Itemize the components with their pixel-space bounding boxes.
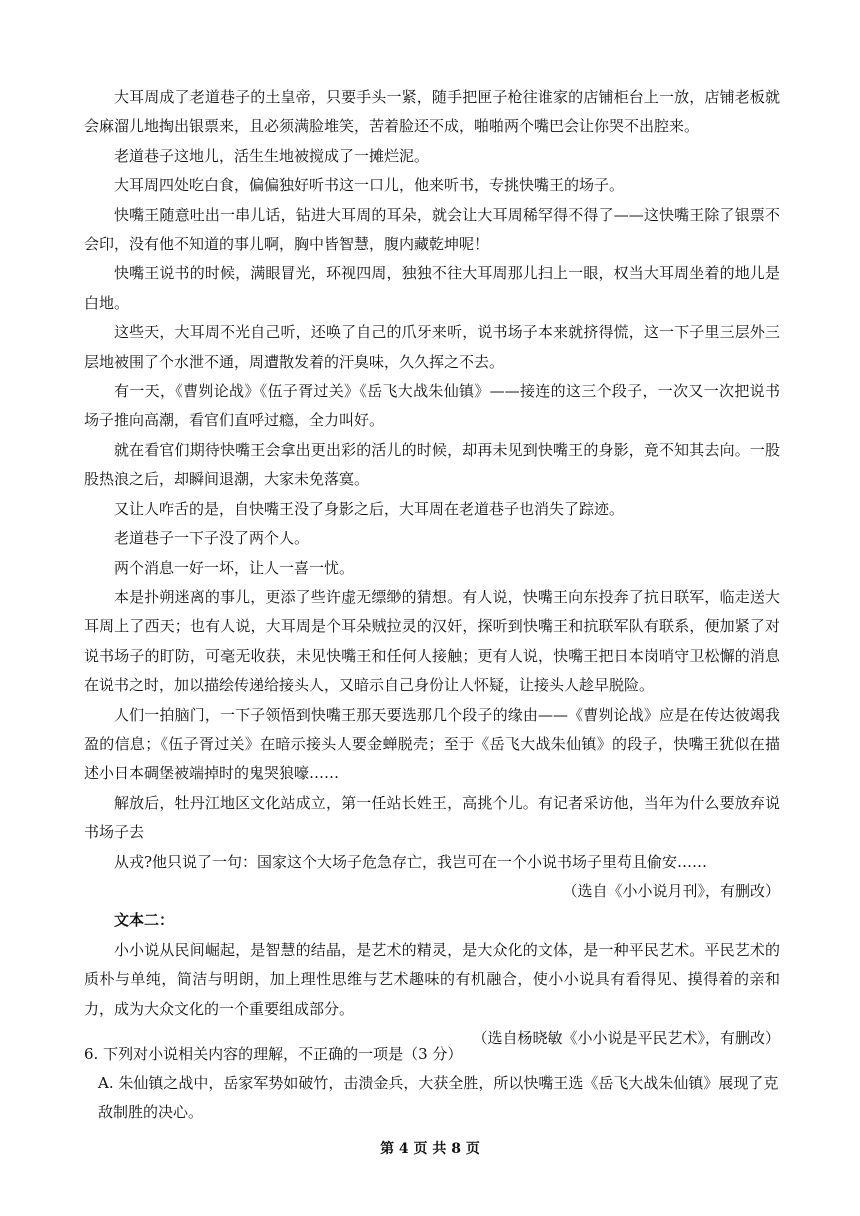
text-two-heading: 文本二： <box>114 911 175 930</box>
paragraph: 老道巷子这地儿，活生生地被搅成了一摊烂泥。 <box>114 146 430 165</box>
paragraph: 老道巷子一下子没了两个人。 <box>114 529 310 548</box>
paragraph: 两个消息一好一坏，让人一喜一忧。 <box>114 558 355 577</box>
passage-body <box>84 83 780 1053</box>
paragraph: 这些天，大耳周不光自己听，还唤了自己的爪牙来听，说书场子本来就挤得慌，这一下子里三层外三层地被围了个水泄不通，周遭散发着的汗臭味，久久挥之不去。 <box>84 323 780 371</box>
paragraph: 人们一拍脑门，一下子领悟到快嘴王那天要选那几个段子的缘由——《曹刿论战》应是在传达彼竭我盈的信息；《伍子胥过关》在暗示接头人要金蝉脱壳；至于《岳飞大战朱仙镇》的段子，快嘴王犹似在描述小日本碉堡被端掉时的鬼哭狼嚎…… <box>84 705 780 783</box>
paragraph: 从戎?他只说了一句：国家这个大场子危急存亡，我岂可在一个小说书场子里苟且偷安…… <box>114 852 708 871</box>
paragraph: 解放后，牡丹江地区文化站成立，第一任站长姓王，高挑个儿。有记者采访他，当年为什么要放弃说书场子去 <box>84 793 780 842</box>
question-stem: 6. 下列对小说相关内容的理解，不正确的一项是（3 分） <box>84 1045 463 1063</box>
text-two-source-citation: （选自杨晓敏《小小说是平民艺术》，有删改） <box>472 1029 780 1047</box>
paragraph: 本是扑朔迷离的事儿，更添了些许虚无缥缈的猜想。有人说，快嘴王向东投奔了抗日联军，临走送大耳周上了西天；也有人说，大耳周是个耳朵贼拉灵的汉奸，探听到快嘴王和抗联军队有联系，便加紧了对说书场子的盯防，可毫无收获，未见快嘴王和任何人接触；更有人说，快嘴王把日本岗哨守卫松懈的消息在说书之时，加以描绘传递给接头人，又暗示自己身份让人怀疑，让接头人趁早脱险。 <box>84 587 780 695</box>
source-citation: （选自《小小说月刊》，有删改） <box>562 881 780 900</box>
paragraph: 快嘴王随意吐出一串儿话，钻进大耳周的耳朵，就会让大耳周稀罕得不得了——这快嘴王除了银票不会印，没有他不知道的事儿啊，胸中皆智慧，腹内藏乾坤呢！ <box>84 205 780 254</box>
paragraph: 大耳周成了老道巷子的土皇帝，只要手头一紧，随手把匣子枪往谁家的店铺柜台上一放，店铺老板就会麻溜儿地掏出银票来，且必须满脸堆笑，苦着脸还不成，啪啪两个嘴巴会让你哭不出腔来。 <box>84 88 780 136</box>
paragraph: 又让人咋舌的是，自快嘴王没了身影之后，大耳周在老道巷子也消失了踪迹。 <box>114 499 625 518</box>
paragraph: 有一天，《曹刿论战》《伍子胥过关》《岳飞大战朱仙镇》——接连的这三个段子，一次又一次把说书场子推向高潮，看官们直呼过瘾，全力叫好。 <box>84 382 780 430</box>
text-two-paragraph: 小小说从民间崛起，是智慧的结晶，是艺术的精灵，是大众化的文体，是一种平民艺术。平民艺术的质朴与单纯，简洁与明朗，加上理性思维与艺术趣味的有机融合，使小小说具有看得见、摸得着的亲和力，成为大众文化的一个重要组成部分。 <box>84 940 780 1018</box>
paragraph: 就在看官们期待快嘴王会拿出更出彩的活儿的时候，却再未见到快嘴王的身影，竟不知其去向。一股股热浪之后，却瞬间退潮，大家未免落寞。 <box>84 440 780 489</box>
question-option-a: A. 朱仙镇之战中，岳家军势如破竹，击溃金兵，大获全胜，所以快嘴王选《岳飞大战朱仙镇》展现了克敌制胜的决心。 <box>98 1074 779 1122</box>
page-number: 第 4 页 共 8 页 <box>380 1141 480 1157</box>
paragraph: 快嘴王说书的时候，满眼冒光，环视四周，独独不往大耳周那儿扫上一眼，权当大耳周坐着的地儿是白地。 <box>84 264 780 312</box>
paragraph: 大耳周四处吃白食，偏偏独好听书这一口儿，他来听书，专挑快嘴王的场子。 <box>114 176 625 195</box>
